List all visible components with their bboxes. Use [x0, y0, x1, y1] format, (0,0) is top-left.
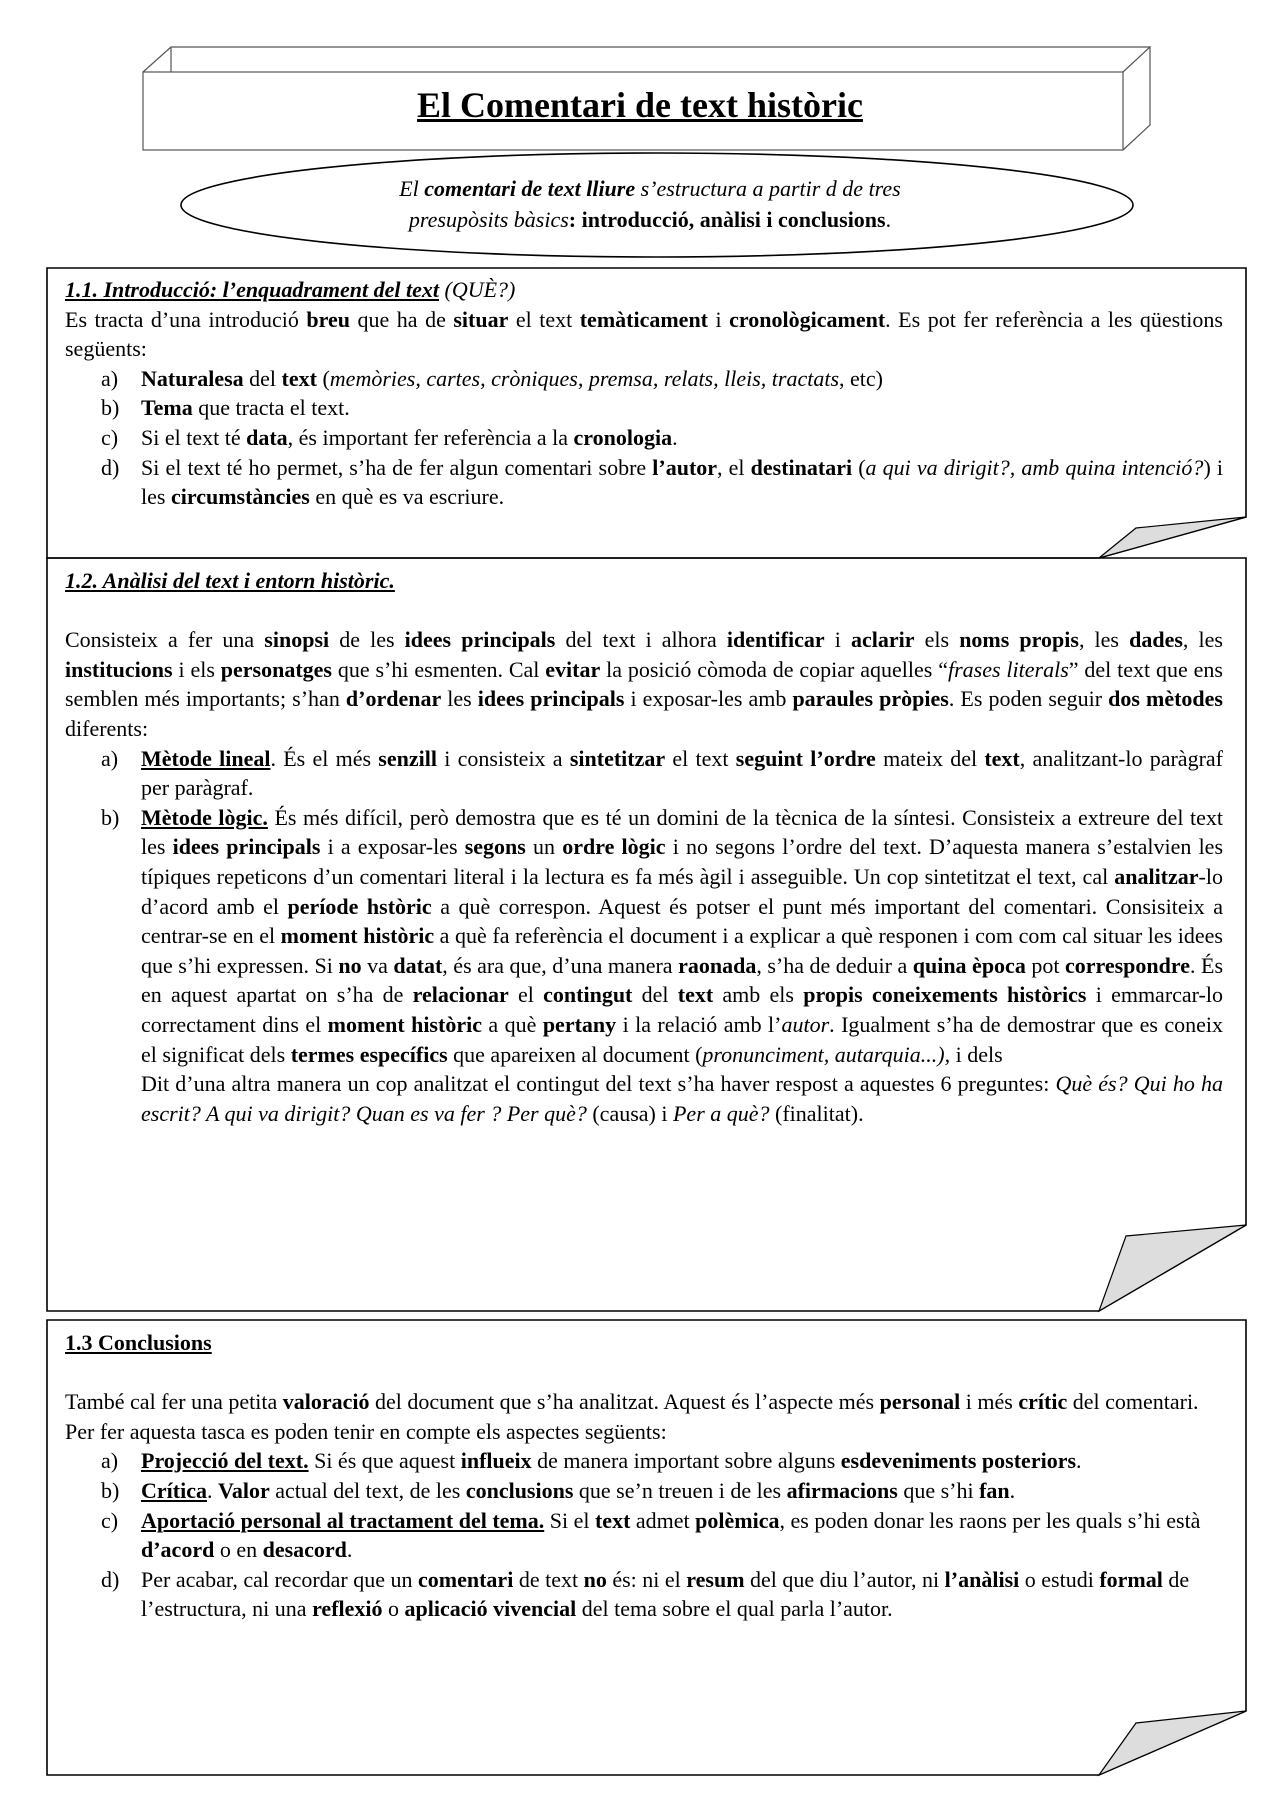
- section2-list: [65, 744, 1223, 1129]
- section1-fold: [1099, 517, 1246, 558]
- section2-heading: 1.2. Anàlisi del text i entorn històric.: [65, 568, 395, 593]
- section-analisi: [65, 566, 1223, 1128]
- section3-fold: [1099, 1711, 1246, 1775]
- list-item: c) Si el text té data, és important fer referència a la cronologia.: [101, 424, 678, 450]
- section1-list: [65, 364, 1223, 512]
- section3-paragraph: També cal fer una petita valoració del document que s’ha analitzat. Aquest és l’aspecte més personal i més crític del comentari. Per fer aquesta tasca es poden tenir en compte els aspectes següents:: [65, 1389, 1199, 1444]
- section3-list: [65, 1446, 1223, 1624]
- section3-heading: 1.3 Conclusions: [65, 1330, 212, 1355]
- section1-paragraph: Es tracta d’una introdució breu que ha de situar el text temàticament i cronològicament. Es pot fer referència a les qüestions següents:: [65, 306, 1223, 362]
- list-item: c) Aportació personal al tractament del tema. Si el text admet polèmica, es poden donar les raons per les quals s’hi està d’acord o en desacord.: [101, 1507, 1201, 1563]
- list-item: d) Per acabar, cal recordar que un comentari de text no és: ni el resum del que diu l’autor, ni l’anàlisi o estudi formal de l’estructura, ni una reflexió o aplicació vivencial del tema sobre el qual parla l’autor.: [101, 1566, 1190, 1622]
- list-item: a) Projecció del text. Si és que aquest influeix de manera important sobre alguns esdeveniments posteriors.: [101, 1448, 1082, 1474]
- list-item: a) Naturalesa del text (memòries, cartes, cròniques, premsa, relats, lleis, tractats, etc): [101, 365, 883, 391]
- list-item: a) Mètode lineal. És el més senzill i consisteix a sintetitzar el text seguint l’ordre mateix del text, analitzant-lo paràgraf per paràgraf.: [101, 745, 1223, 801]
- list-item: d) Si el text té ho permet, s’ha de fer algun comentari sobre l’autor, el destinatari (a qui va dirigit?, amb quina intenció?) i les circumstàncies en què es va escriure.: [101, 454, 1223, 510]
- section2-paragraph: Consisteix a fer una sinopsi de les idees principals del text i alhora identificar i aclarir els noms propis, les dades, les institucions i els personatges que s’hi esmenten. Cal evitar la posició còmoda de copiar aquelles “frases literals” del text que ens semblen més importants; s’han d’ordenar les idees principals i exposar-les amb paraules pròpies. Es poden seguir dos mètodes diferents:: [65, 627, 1223, 741]
- section1-heading: 1.1. Introducció: l’enquadrament del text (QUÈ?): [65, 277, 516, 302]
- section2-fold: [1099, 1225, 1246, 1311]
- list-item-closing: Dit d’una altra manera un cop analitzat el contingut del text s’ha haver respost a aquestes 6 preguntes: Què és? Qui ho ha escrit? A qui va dirigit? Quan es va fer ? Per què? (causa) i Per a què? (finalitat).: [141, 1071, 1223, 1126]
- section-conclusions: [65, 1328, 1223, 1624]
- list-item: b) Mètode lògic. És més difícil, però demostra que es té un domini de la tècnica de la síntesi. Consisteix a extreure del text les idees principals i a exposar-les segons un ordre lògic i no segons l’ordre del text. D’aquesta manera s’estalvien les típiques repeticons d’un comentari literal i la lectura es fa més àgil i asseguible. Un cop sintetitzat el text, cal analitzar-lo d’acord amb el període hstòric a què correspon. Aquest és potser el punt més important del comentari. Consisiteix a centrar-se en el moment històric a què fa referència el document i a explicar a què responen i com com cal situar les idees que s’hi expressen. Si no va datat, és ara que, d’una manera raonada, s’ha de deduir a quina època pot correspondre. És en aquest apartat on s’ha de relacionar el contingut del text amb els propis coneixements històrics i emmarcar-lo correctament dins el moment històric a què pertany i la relació amb l’autor. Igualment s’ha de demostrar que es coneix el significat dels termes específics que apareixen al document (pronunciment, autarquia...), i dels: [101, 804, 1224, 1067]
- list-item: b) Crítica. Valor actual del text, de les conclusions que se’n treuen i de les afirmacions que s’hi fan.: [101, 1477, 1016, 1503]
- intro-line-2: presupòsits bàsics: introducció, anàlisi i conclusions.: [408, 207, 892, 232]
- section-introduccio: [65, 275, 1223, 512]
- page-title: El Comentari de text històric: [417, 85, 863, 125]
- intro-summary: [260, 173, 1040, 235]
- list-item: b) Tema que tracta el text.: [101, 395, 350, 421]
- intro-line-1: El comentari de text lliure s’estructura a partir d de tres: [399, 176, 901, 201]
